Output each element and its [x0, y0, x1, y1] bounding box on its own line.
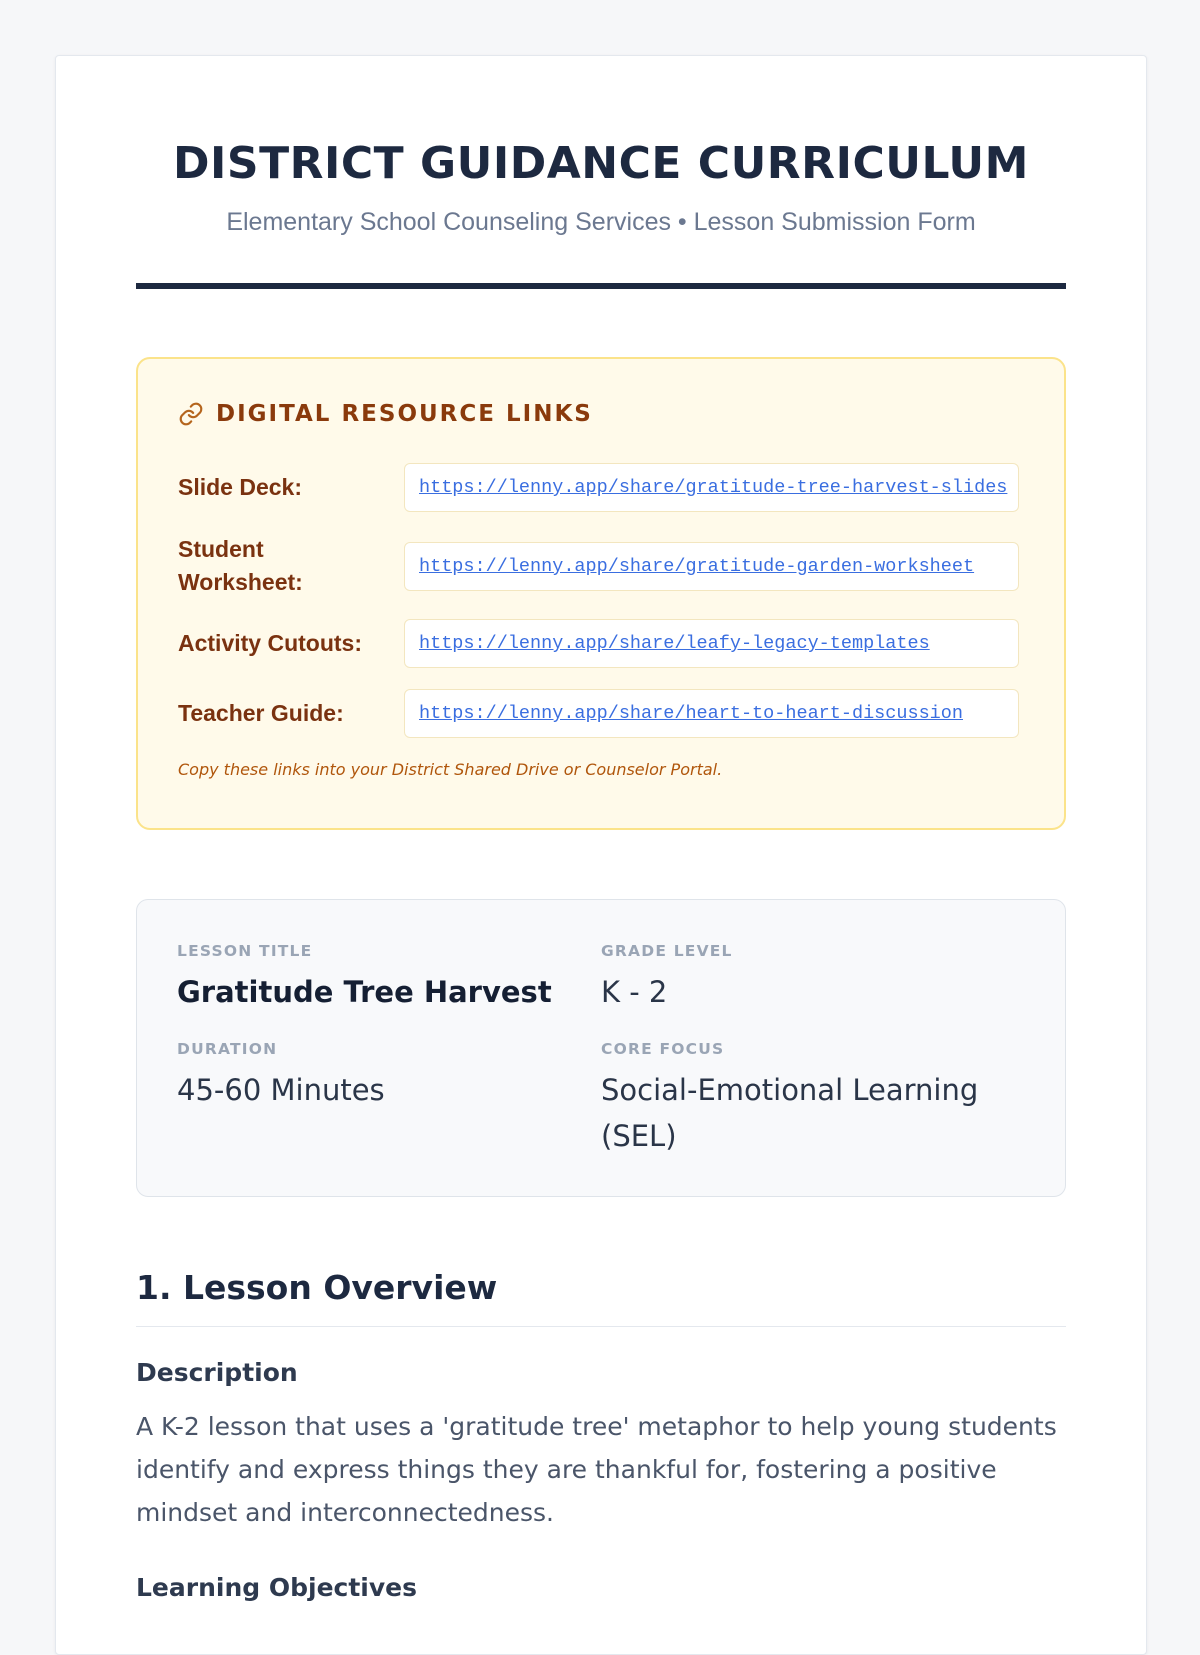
lesson-title-value: Gratitude Tree Harvest	[177, 975, 552, 1009]
resource-links-title: DIGITAL RESOURCE LINKS	[216, 401, 593, 427]
description-heading: Description	[136, 1358, 298, 1387]
header-divider	[136, 283, 1066, 289]
duration-value: 45-60 Minutes	[177, 1073, 385, 1107]
lesson-info-card	[136, 899, 1066, 1197]
resource-url-field	[404, 542, 1019, 591]
grade-level-value: K - 2	[601, 975, 668, 1009]
lesson-overview-heading: 1. Lesson Overview	[136, 1268, 498, 1307]
activity-cutouts-link[interactable]: https://lenny.app/share/leafy-legacy-templates	[419, 633, 930, 654]
resource-url-field	[404, 463, 1019, 512]
lesson-form-page	[55, 55, 1147, 1655]
grade-level-label: GRADE LEVEL	[601, 942, 733, 960]
learning-objectives-heading: Learning Objectives	[136, 1573, 417, 1602]
grade-level-cell	[601, 942, 1011, 1015]
link-icon	[178, 401, 204, 427]
resource-row-student-worksheet	[178, 533, 1026, 599]
section-divider	[136, 1326, 1066, 1327]
resource-links-header	[178, 401, 593, 427]
resource-label: Student Worksheet:	[178, 536, 303, 595]
student-worksheet-link[interactable]: https://lenny.app/share/gratitude-garden-worksheet	[419, 555, 975, 577]
resource-label: Activity Cutouts:	[178, 630, 362, 656]
resource-row-slide-deck	[178, 463, 1026, 512]
digital-resource-links-panel	[136, 357, 1066, 830]
slide-deck-link[interactable]: https://lenny.app/share/gratitude-tree-harvest-slides	[419, 477, 1008, 498]
teacher-guide-link[interactable]: https://lenny.app/share/heart-to-heart-discussion	[419, 703, 963, 724]
core-focus-cell	[601, 1040, 1021, 1159]
resource-label: Slide Deck:	[178, 474, 302, 500]
core-focus-label: CORE FOCUS	[601, 1040, 725, 1058]
duration-cell	[177, 1040, 587, 1113]
resource-row-activity-cutouts	[178, 619, 1026, 668]
resource-url-field	[404, 619, 1019, 668]
document-title: DISTRICT GUIDANCE CURRICULUM	[173, 138, 1029, 189]
resource-row-teacher-guide	[178, 689, 1026, 738]
duration-label: DURATION	[177, 1040, 278, 1058]
document-subtitle: Elementary School Counseling Services • Lesson Submission Form	[226, 208, 976, 236]
lesson-title-cell	[177, 942, 587, 1015]
resource-label: Teacher Guide:	[178, 700, 344, 726]
description-text: A K-2 lesson that uses a 'gratitude tree' metaphor to help young students identify and express things they are thankful for, fostering a positive mindset and interconnectedness.	[136, 1412, 1057, 1527]
core-focus-value: Social-Emotional Learning (SEL)	[601, 1073, 979, 1153]
resource-url-field	[404, 689, 1019, 738]
lesson-title-label: LESSON TITLE	[177, 942, 313, 960]
resource-links-note: Copy these links into your District Shared Drive or Counselor Portal.	[178, 760, 723, 779]
